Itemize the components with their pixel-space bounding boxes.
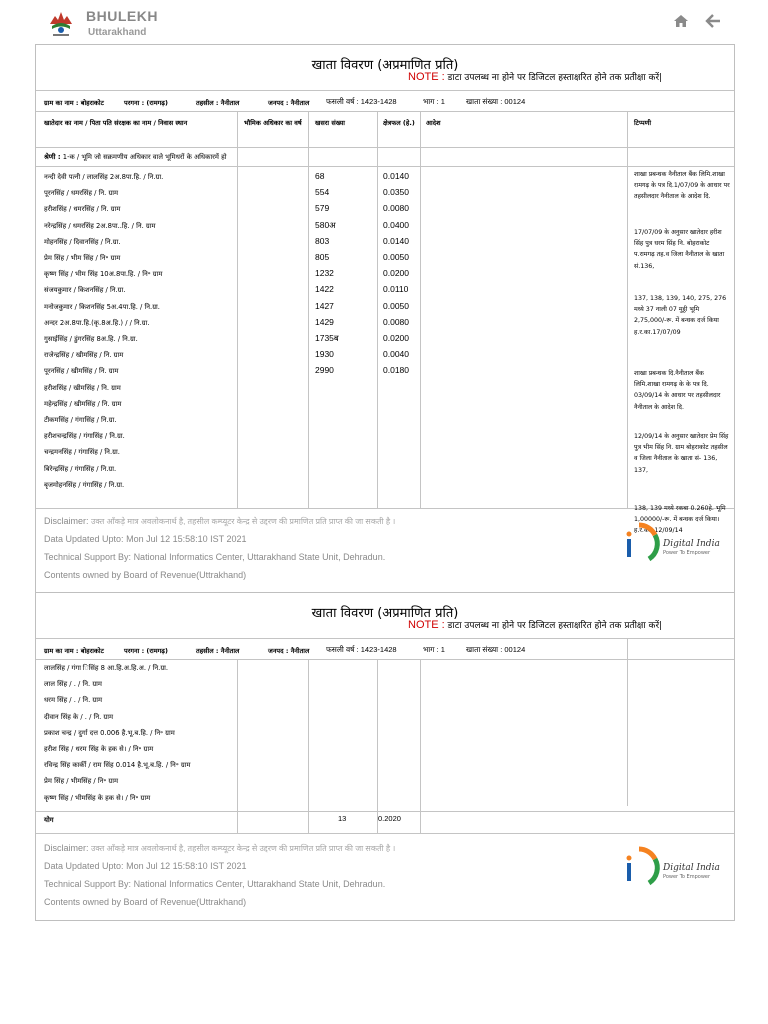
- note-line-2: [408, 618, 662, 631]
- tech-support-value-2: National Informatics Center, Uttarakhand State Unit, Dehradun.: [133, 879, 386, 889]
- meta-bhag: भाग : 1: [423, 97, 445, 106]
- owner-row: रविन्द्र सिंह कार्की / राम सिंह 0.014 है.भू.ब.हि. / नि॰ ग्राम: [44, 761, 191, 770]
- owner-row: बृजमोहनसिंह / गंगासिंह / नि.ग्रा.: [44, 480, 125, 489]
- khata-sheet-page-2: [35, 592, 735, 921]
- khasra-number: 1232: [315, 268, 334, 279]
- khasra-number: 1429: [315, 316, 334, 327]
- data-updated-line-2: [44, 861, 247, 871]
- khasra-number: 1422: [315, 284, 334, 295]
- owner-row: प्रेम सिंह / भीम सिंह / नि॰ ग्राम: [44, 254, 121, 262]
- note-label: NOTE :: [408, 71, 445, 83]
- plot-area: 0.0050: [383, 300, 409, 311]
- meta-district: जनपद : नैनीताल: [268, 99, 310, 107]
- digital-india-name: Digital India: [663, 539, 720, 549]
- disclaimer-text-2: उक्त आँकड़े मात्र अवलोकनार्थ है, तहसील कम्प्यूटर केन्द्र से उद्दरण की प्रमाणित प्रति प्राप्त की जा सकती है ।: [91, 844, 396, 853]
- owner-row: लाल सिंह / . / नि. ग्राम: [44, 680, 102, 689]
- plot-area: 0.0180: [383, 365, 409, 376]
- disclaimer-label-2: Disclaimer:: [44, 843, 89, 853]
- data-updated-line: [44, 534, 247, 544]
- disclaimer-line-2: [44, 843, 395, 854]
- meta-tehsil: तहसील : नैनीताल: [196, 99, 240, 107]
- owner-row: लालसिंह / गंगा ि‍सिंह 8 आ.हि.अ.हि.अ. / नि.ग्रा.: [44, 664, 169, 672]
- owner-row: टीकमसिंह / गंगासिंह / नि.ग्रा.: [44, 416, 117, 424]
- digital-india-logo: [619, 519, 729, 569]
- sheet-title-2: खाता विवरण (अप्रमाणित प्रति): [311, 606, 459, 621]
- owner-row: हरीश सिंह / धरम सिंह के हक से। / नि॰ ग्राम: [44, 745, 154, 753]
- app-state: Uttarakhand: [88, 27, 147, 38]
- plot-area: 0.0200: [383, 268, 409, 279]
- owner-row: दीवान सिंह के / . / नि. ग्राम: [44, 712, 114, 721]
- data-updated-label: Data Updated Upto:: [44, 534, 124, 544]
- owner-row: हरीशचन्द्रसिंह / गंगासिंह / नि.ग्रा.: [44, 432, 125, 441]
- meta-village-2: ग्राम का नाम : बोहराकोट: [44, 647, 104, 655]
- col-remark: टिप्पणी: [634, 119, 652, 127]
- owner-row: चन्द्रमनसिंह / गंगासिंह / नि.ग्रा.: [44, 448, 120, 457]
- khasra-number: 1735ब: [315, 333, 339, 343]
- tech-support-label-2: Technical Support By:: [44, 879, 132, 889]
- owner-row: राजेन्द्रसिंह / खीमसिंह / नि. ग्राम: [44, 351, 124, 360]
- remark-1: शाखा प्रबन्धक नैनीताल बैंक लिमि.शाखा रामगढ़ के पत्र दि.1/07/09 के आधार पर तहसीलदार नैनीताल के आदेश दि.: [634, 171, 730, 201]
- disclaimer-text: उक्त आँकड़े मात्र अवलोकनार्थ है, तहसील कम्प्यूटर केन्द्र से उद्दरण की प्रमाणित प्रति प्राप्त की जा सकती है ।: [91, 517, 396, 526]
- col-right: भौमिक अधिकार का वर्ष: [244, 119, 302, 127]
- remark-2: 17/07/09 के अनुसार खातेदार हरीश सिंह पुत्र धरम सिंह नि. बोहराकोट प.रामगढ़ तह.व जिला नैनीताल के खाता सं.136,: [634, 229, 725, 270]
- plot-area: 0.0140: [383, 235, 409, 246]
- col-order: आदेश: [426, 119, 441, 127]
- khasra-number: 2990: [315, 365, 334, 376]
- contents-owned: Contents owned by Board of Revenue(Uttrakhand): [44, 570, 247, 580]
- plot-area: 0.0200: [383, 333, 409, 343]
- remark-3: 137, 138, 139, 140, 275, 276 मध्ये 37 नाली 07 मुट्ठी भूमि 2,75,000/-रू. में बन्धक दर्ज किया ह.र.का.17/07/09: [634, 295, 727, 336]
- col-area: क्षेत्रफल (हे.): [383, 119, 415, 127]
- disclaimer-label: Disclaimer:: [44, 516, 89, 526]
- owner-row: प्रकाश चन्द्र / दुर्गा दत्त 0.006 है.भू.ब.हि. / नि॰ ग्राम: [44, 728, 175, 737]
- remark-6: 138, 139 मध्ये रकबा 0.260हे. भूमि 1,00000/-रू. में बन्धक दर्ज किया। ह.र.का. 12/09/14: [634, 505, 726, 535]
- owner-row: संजयकुमार / किशनसिंह / नि.ग्रा.: [44, 286, 126, 295]
- remark-5: 12/09/14 के अनुसार खातेदार प्रेम सिंह पुत्र भीम सिंह नि. ग्राम बोहराकोट तहसील व जिला नैनीताल के खाता सं- 136, 137,: [634, 433, 729, 474]
- back-arrow-icon[interactable]: [704, 12, 722, 30]
- khasra-number: 554: [315, 187, 330, 198]
- category-label: श्रेणी :: [44, 153, 61, 161]
- owner-row: अन्दर 2अ.8पा.हि.(कृ.8अ.हि.) / / नि.ग्रा.: [44, 318, 150, 327]
- meta-fasli-2: फसली वर्ष : 1423-1428: [326, 645, 397, 654]
- khasra-number: 1427: [315, 300, 334, 311]
- data-updated-value-2: Mon Jul 12 15:58:10 IST 2021: [126, 861, 247, 871]
- note-text-2: डाटा उपलब्ध ना होने पर डिजिटल हस्ताक्षरित होने तक प्रतीक्षा करें|: [447, 621, 663, 631]
- tech-support-line: [44, 552, 385, 562]
- plot-area: 0.0350: [383, 187, 409, 198]
- plot-area: 0.0050: [383, 252, 409, 262]
- owner-row: बिरेन्द्रसिंह / गंगासिंह / नि.ग्रा.: [44, 464, 117, 473]
- meta-bhag-2: भाग : 1: [423, 645, 445, 654]
- tech-support-line-2: [44, 879, 385, 889]
- plot-area: 0.0110: [383, 284, 409, 295]
- home-icon[interactable]: [672, 12, 690, 30]
- plot-area: 0.0140: [383, 171, 409, 181]
- total-label: योग: [44, 816, 54, 824]
- owner-row: धरम सिंह / . / नि. ग्राम: [44, 696, 103, 705]
- khata-sheet-page-1: [35, 44, 735, 594]
- meta-khata-2: खाता संख्या : 00124: [466, 645, 526, 654]
- digital-india-tagline-2: Power To Empower: [663, 874, 711, 880]
- owner-row: पूरनसिंह / खीमसिंह / नि. ग्राम: [44, 367, 119, 376]
- meta-village: ग्राम का नाम : बोहराकोट: [44, 99, 104, 107]
- owner-row: नन्दी देवी पत्नी / लालसिंह 2अ.8पा.हि. / नि.ग्रा.: [44, 173, 164, 181]
- owner-row: हरीशसिंह / धमरसिंह / नि. ग्राम: [44, 205, 121, 214]
- khasra-number: 803: [315, 235, 330, 246]
- khasra-number: 1930: [315, 349, 334, 360]
- meta-fasli: फसली वर्ष : 1423-1428: [326, 97, 397, 106]
- khasra-number: 580अ: [315, 219, 336, 230]
- data-updated-value: Mon Jul 12 15:58:10 IST 2021: [126, 534, 247, 544]
- contents-owned-2: Contents owned by Board of Revenue(Uttrakhand): [44, 897, 247, 907]
- digital-india-tagline: Power To Empower: [663, 550, 711, 556]
- owner-row: पूरनसिंह / धमरसिंह / नि. ग्राम: [44, 189, 119, 198]
- meta-tehsil-2: तहसील : नैनीताल: [196, 647, 240, 655]
- tech-support-label: Technical Support By:: [44, 552, 132, 562]
- uttarakhand-emblem-icon[interactable]: [44, 6, 78, 40]
- plot-area: 0.0080: [383, 316, 409, 327]
- owner-row: हरीशसिंह / खीमसिंह / नि. ग्राम: [44, 383, 121, 392]
- category-text: 1-क / भूमि जो सक्रमणीय अधिकार वाले भूमिधरों के अधिकारमें हो: [62, 153, 227, 161]
- owner-row: कृष्ण सिंह / भीम सिंह 10अ.8पा.हि. / नि॰ ग्राम: [44, 270, 163, 279]
- plot-area: 0.0080: [383, 203, 409, 214]
- plot-area: 0.0040: [383, 349, 409, 360]
- digital-india-name-2: Digital India: [663, 863, 720, 873]
- owner-row: महेन्द्रसिंह / खीमसिंह / नि. ग्राम: [44, 399, 122, 408]
- sheet-title: खाता विवरण (अप्रमाणित प्रति): [311, 58, 459, 73]
- plot-area: 0.0400: [383, 219, 409, 230]
- khasra-number: 68: [315, 171, 325, 181]
- remark-4: शाखा प्रबन्धक दि.नैनीताल बैंक लिमि.शाखा रामगढ़ के के पत्र दि. 03/09/14 के आधार पर तहसीलदार नैनीताल के आदेश दि.: [634, 370, 721, 411]
- digital-india-logo-2: [619, 843, 729, 893]
- app-title: BHULEKH: [86, 8, 158, 24]
- tech-support-value: National Informatics Center, Uttarakhand State Unit, Dehradun.: [133, 552, 386, 562]
- disclaimer-line: [44, 516, 395, 527]
- owner-row: मनोजकुमार / किशनसिंह 5अ.4पा.हि. / नि.ग्रा.: [44, 302, 160, 311]
- meta-pargana: परगना : (रामगढ़): [124, 99, 168, 107]
- meta-khata: खाता संख्या : 00124: [466, 97, 526, 106]
- total-count: 13: [338, 814, 347, 823]
- app-header: [0, 0, 768, 44]
- category-row: [44, 152, 226, 161]
- meta-district-2: जनपद : नैनीताल: [268, 647, 310, 655]
- owner-row: मोहनसिंह / दिवानसिंह / नि.ग्रा.: [44, 237, 121, 246]
- owner-row: प्रेम सिंह / भीमसिंह / नि॰ ग्राम: [44, 777, 119, 786]
- note-text: डाटा उपलब्ध ना होने पर डिजिटल हस्ताक्षरित होने तक प्रतीक्षा करें|: [447, 73, 663, 83]
- khasra-number: 805: [315, 252, 330, 262]
- note-label-2: NOTE :: [408, 619, 445, 631]
- khasra-number: 579: [315, 203, 330, 214]
- col-owner: खातेदार का नाम / पिता पति संरक्षक का नाम / निवास स्थान: [44, 119, 188, 127]
- total-area: 0.2020: [378, 814, 401, 823]
- col-khasra: खसरा संख्या: [315, 119, 345, 127]
- note-line: [408, 70, 662, 83]
- owner-row: कृष्ण सिंह / भीमसिंह के हक से। / नि॰ ग्राम: [44, 793, 151, 802]
- data-updated-label-2: Data Updated Upto:: [44, 861, 124, 871]
- meta-pargana-2: परगना : (रामगढ़): [124, 647, 168, 655]
- owner-row: गुसाईसिंह / डुंगरसिंह 8अ.हि. / नि.ग्रा.: [44, 335, 138, 343]
- owner-row: नरेन्द्रसिंह / धमरसिंह 2अ.8पा..हि. / नि. ग्राम: [44, 221, 156, 230]
